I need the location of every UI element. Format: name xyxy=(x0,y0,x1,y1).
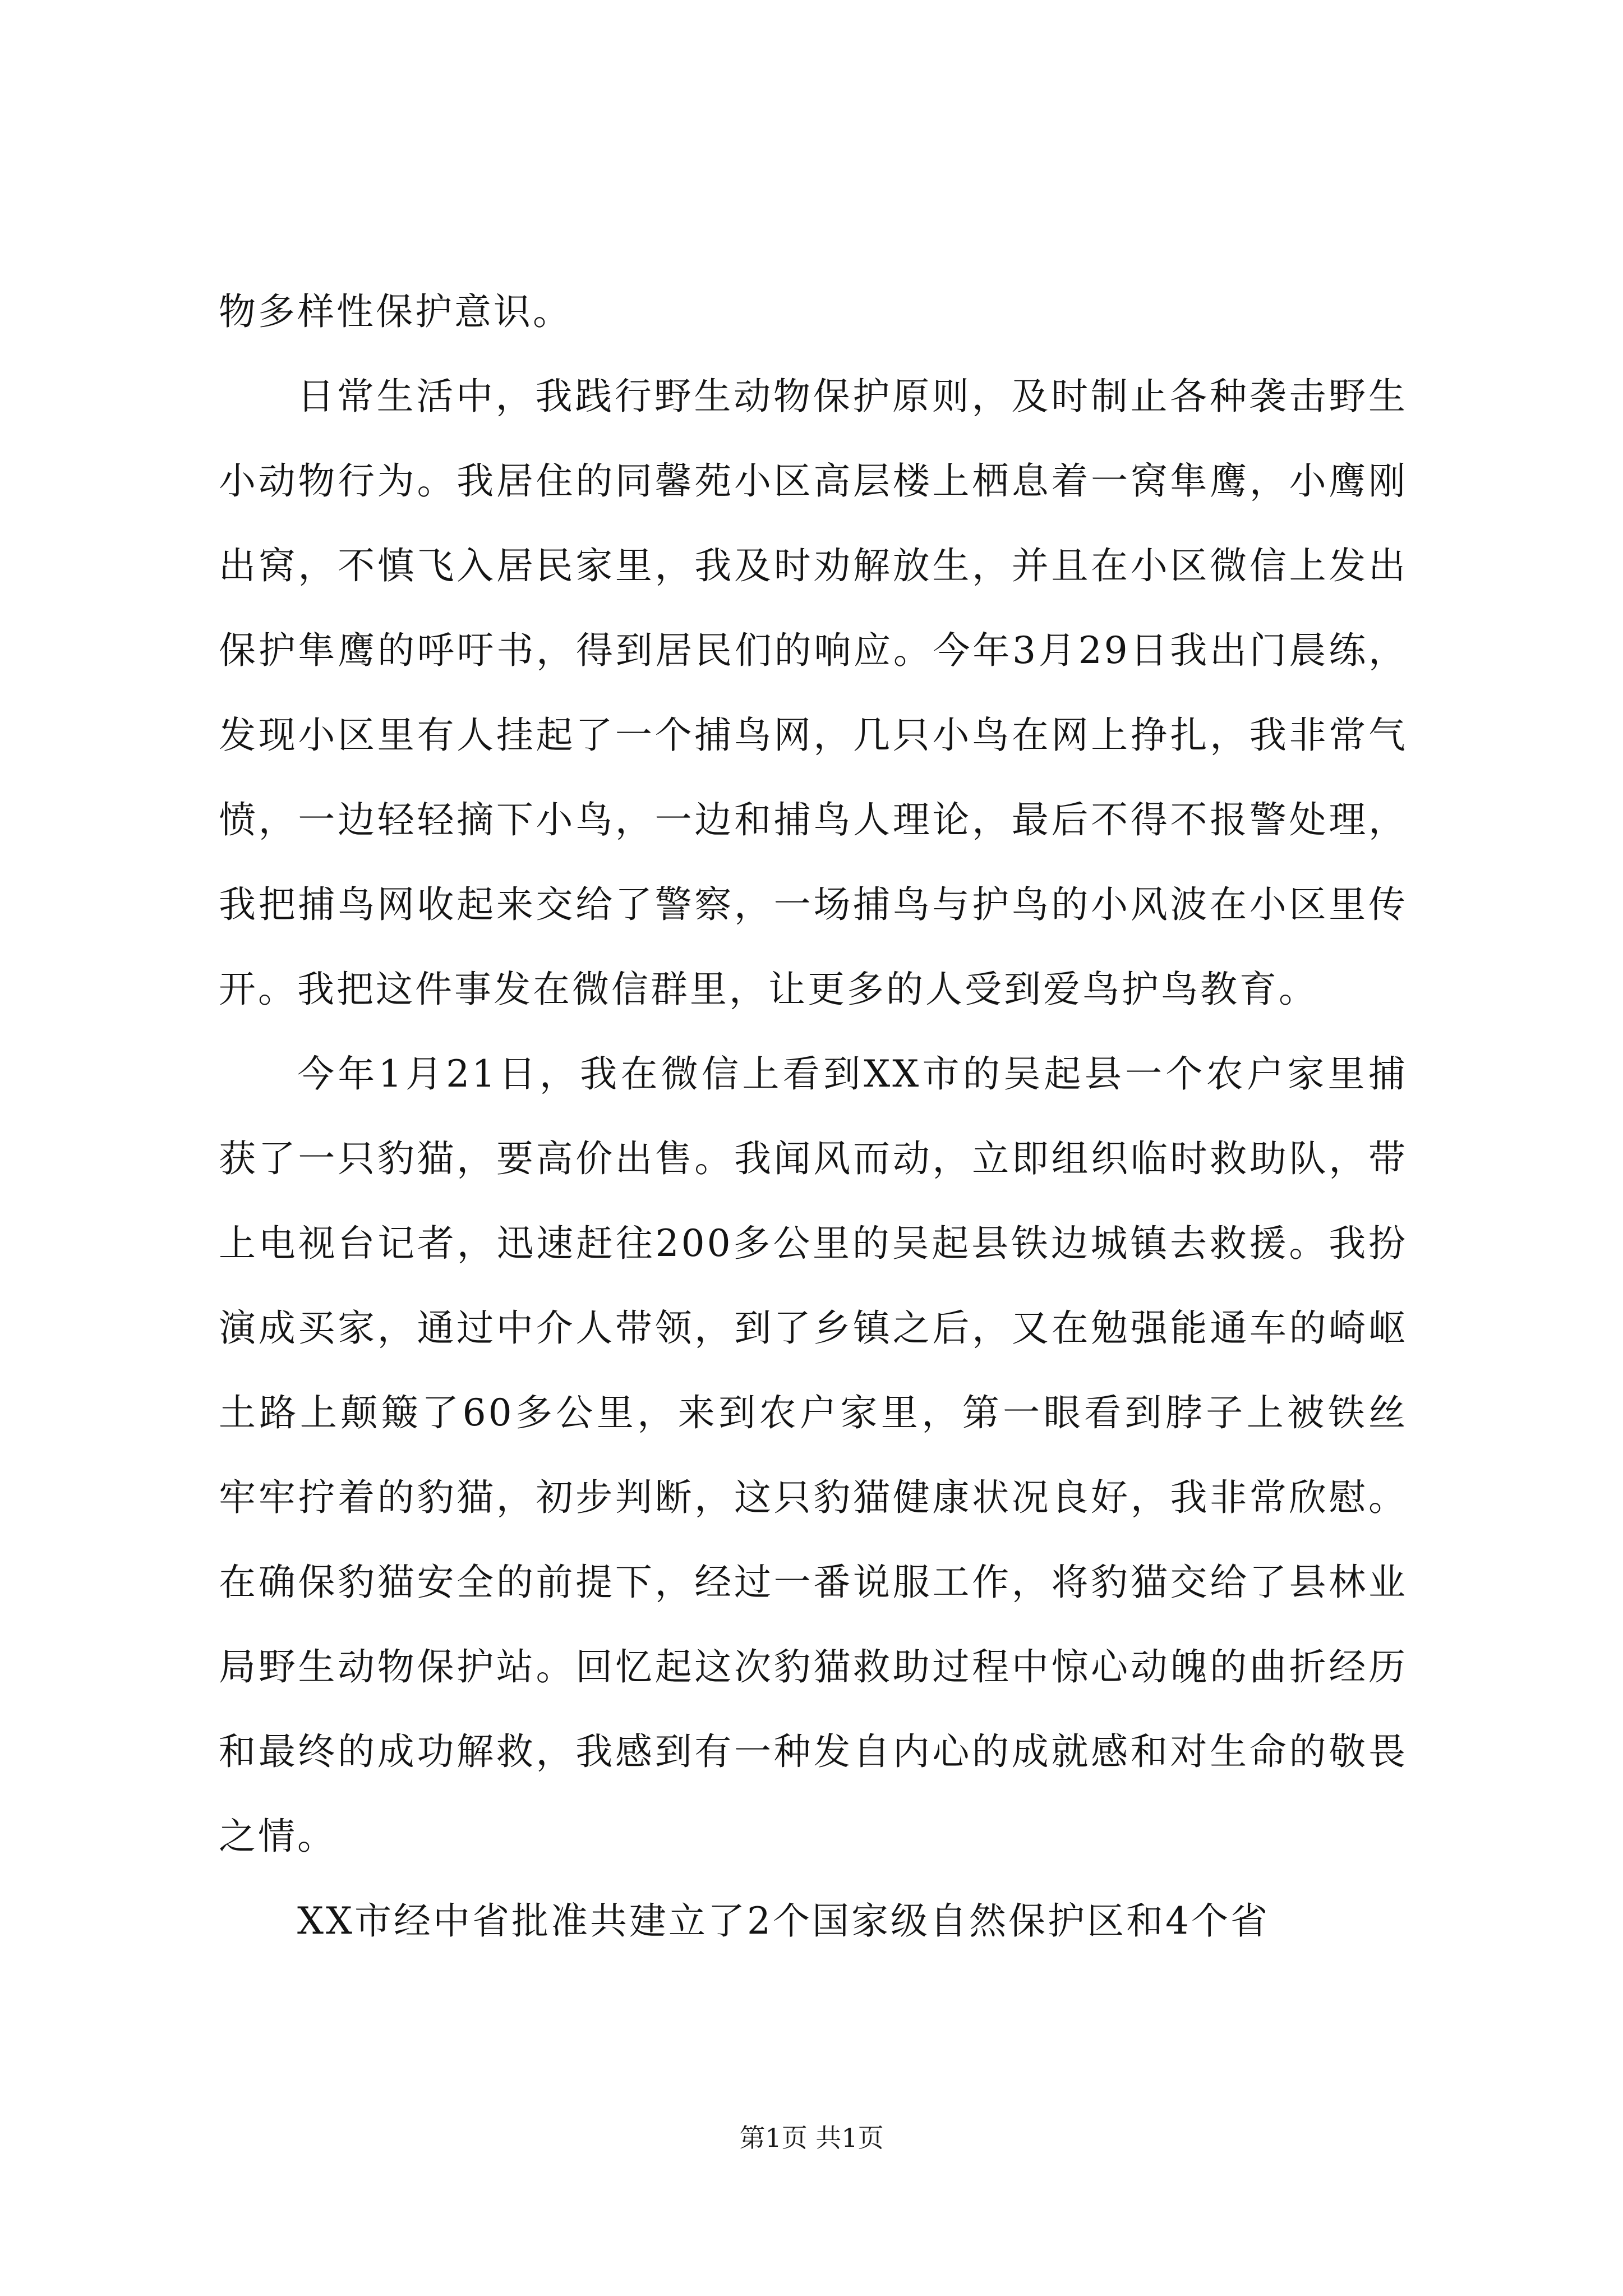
document-body xyxy=(219,269,1408,1963)
paragraph-continuation: 物多样性保护意识。 xyxy=(219,290,572,333)
page-footer: 第1页 共1页 xyxy=(739,2123,884,2153)
paragraph: 今年1月21日，我在微信上看到XX市的吴起县一个农户家里捕获了一只豹猫，要高价出售。我闻风而动，立即组织临时救助队，带上电视台记者，迅速赶往200多公里的吴起县铁边城镇去救援。我扮演成买家，通过中介人带领，到了乡镇之后，又在勉强能通车的崎岖土路上颠簸了60多公里，来到农户家里，第一眼看到脖子上被铁丝牢牢拧着的豹猫，初步判断，这只豹猫健康状况良好，我非常欣慰。在确保豹猫安全的前提下，经过一番说服工作，将豹猫交给了县林业局野生动物保护站。回忆起这次豹猫救助过程中惊心动魄的曲折经历和最终的成功解救，我感到有一种发自内心的成就感和对生命的敬畏之情。 xyxy=(219,1052,1408,1858)
paragraph: XX市经中省批准共建立了2个国家级自然保护区和4个省 xyxy=(297,1899,1270,1943)
paragraph: 日常生活中，我践行野生动物保护原则，及时制止各种袭击野生小动物行为。我居住的同馨苑小区高层楼上栖息着一窝隼鹰，小鹰刚出窝，不慎飞入居民家里，我及时劝解放生，并且在小区微信上发出保护隼鹰的呼吁书，得到居民们的响应。今年3月29日我出门晨练，发现小区里有人挂起了一个捕鸟网，几只小鸟在网上挣扎，我非常气愤，一边轻轻摘下小鸟，一边和捕鸟人理论，最后不得不报警处理，我把捕鸟网收起来交给了警察，一场捕鸟与护鸟的小风波在小区里传开。我把这件事发在微信群里，让更多的人受到爱鸟护鸟教育。 xyxy=(219,375,1408,1011)
